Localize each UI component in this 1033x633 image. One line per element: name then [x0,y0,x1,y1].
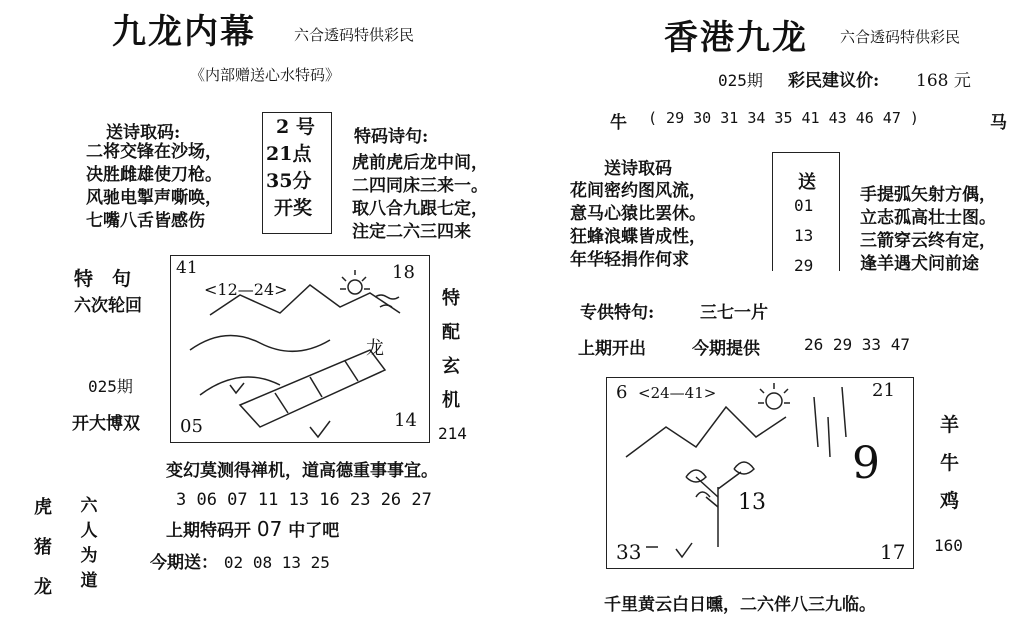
left-six-column: 六人为道 [80,496,98,591]
right-poem-2-line: 立志孤高壮士图。 [860,208,996,228]
left-title: 九龙内幕 [112,12,256,52]
right-provide-numbers: 26 29 33 47 [804,335,910,354]
sun-icon [348,280,362,294]
right-poem-2-line: 手提弧矢射方偶， [860,185,996,205]
left-kai-da: 开大博双 [72,414,140,434]
right-poem-2 [860,184,996,276]
left-side-vertical: 特配玄机 [442,288,460,411]
right-pic-thirteen: 13 [738,490,766,515]
special-line: 虎前虎后龙中间， [352,153,488,173]
right-poem-2-line: 逢羊遇犬问前途 [860,254,979,274]
special-line: 二四同床三来一。 [352,176,488,196]
right-side-number: 160 [934,536,963,555]
right-pic-bottom-left: 33 [616,540,642,564]
left-poem-line: 决胜雌雄使刀枪。 [86,165,222,185]
left-poem [86,141,222,233]
right-ox-label: 牛 [610,113,627,133]
right-send-label: 送 [798,172,816,193]
left-pic-bottom-left: 05 [180,416,203,437]
right-price: 168 元 [916,71,971,91]
right-animal-sheep: 羊 [940,414,960,436]
right-pic-top-left: 6 [616,382,628,403]
right-animal-ox: 牛 [940,452,960,474]
draw-label: 开奖 [274,197,313,219]
right-verse: 千里黄云白日曛，二六伴八三九临。 [604,595,876,615]
right-special-text: 三七一片 [700,303,768,323]
left-verse: 变幻莫测得禅机，道高德重事事宜。 [166,461,438,481]
right-animal-rooster: 鸡 [940,490,960,512]
tile-strip [240,350,385,427]
right-ox-numbers: ( 29 30 31 34 35 41 43 46 47 ) [648,109,919,127]
special-line: 注定二六三四来 [352,222,471,242]
right-horse-label: 马 [990,113,1007,133]
left-this-issue [150,548,330,573]
sun-icon [766,393,782,409]
left-te-ju: 特 句 [74,268,132,290]
right-poem-line: 年华轻捐作何求 [570,250,689,270]
left-animals-column: 虎猪龙 [34,497,52,598]
right-send-num-1: 01 [794,196,814,215]
this-issue-label: 今期送： [150,553,218,573]
right-poem-line: 狂蜂浪蝶皆成性， [570,227,706,247]
mountain-line [626,407,786,457]
draw-minute: 35分 [266,170,312,192]
left-subtitle: 六合透码特供彩民 [294,26,415,44]
last-issue-number: 07 [256,517,283,541]
left-poem-line: 风驰电掣声嘶唤， [86,188,222,208]
right-pic-range: <24—41> [638,384,717,402]
left-last-issue [166,516,339,541]
last-issue-suffix: 中了吧 [288,521,340,541]
right-send-num-2: 13 [794,226,814,245]
right-poem-2-line: 三箭穿云终有定， [860,231,996,251]
hill-line [200,377,280,395]
wave-lines [375,295,399,307]
right-issue: 025期 [718,71,763,90]
left-side-number: 214 [438,424,467,443]
left-pic-top-right: 18 [392,262,415,283]
grass-mark [646,543,692,557]
right-pic-bottom-right: 17 [880,540,906,564]
right-special-label: 专供特句: [580,303,655,323]
left-issue: 025期 [88,377,133,396]
left-draw-time [266,114,315,222]
left-special-poem [352,152,488,244]
left-poem-line: 七嘴八舌皆感伤 [86,211,205,231]
left-pic-dragon: 龙 [366,338,384,359]
left-pic-range: <12—24> [204,280,288,299]
draw-number: 2 号 [276,116,315,138]
right-poem-line: 花间密约图风流， [570,181,706,201]
left-poem-header: 送诗取码: [106,123,181,143]
right-subtitle: 六合透码特供彩民 [840,28,961,46]
right-last-open: 上期开出 [578,339,646,359]
draw-hour: 21点 [266,143,312,165]
this-issue-numbers: 02 08 13 25 [223,553,330,572]
left-liu-ci: 六次轮回 [74,296,142,316]
right-price-label: 彩民建议价: [788,71,880,91]
left-numbers: 3 06 07 11 13 16 23 26 27 [176,490,432,510]
left-gift-line: 《内部赠送心水特码》 [190,66,341,84]
right-poem-line: 意马心猿比罢休。 [570,204,706,224]
special-line: 取八合九跟七定， [352,199,488,219]
right-poem-header: 送诗取码 [604,159,672,179]
last-issue-prefix: 上期特码开 [166,521,251,541]
bamboo-lines [814,387,846,457]
left-pic-bottom-right: 14 [394,410,417,431]
left-special-header: 特码诗句: [354,127,429,147]
right-provide-label: 今期提供 [692,339,760,359]
right-poem [570,180,706,272]
right-send-num-3: 29 [794,256,814,275]
tile-divider [275,361,358,413]
right-pic-top-right: 21 [872,380,895,401]
left-pic-top-left: 41 [176,258,198,278]
right-title: 香港九龙 [664,18,808,58]
right-pic-nine: 9 [852,438,880,489]
mountain-line [190,335,330,351]
left-poem-line: 二将交锋在沙场， [86,142,222,162]
